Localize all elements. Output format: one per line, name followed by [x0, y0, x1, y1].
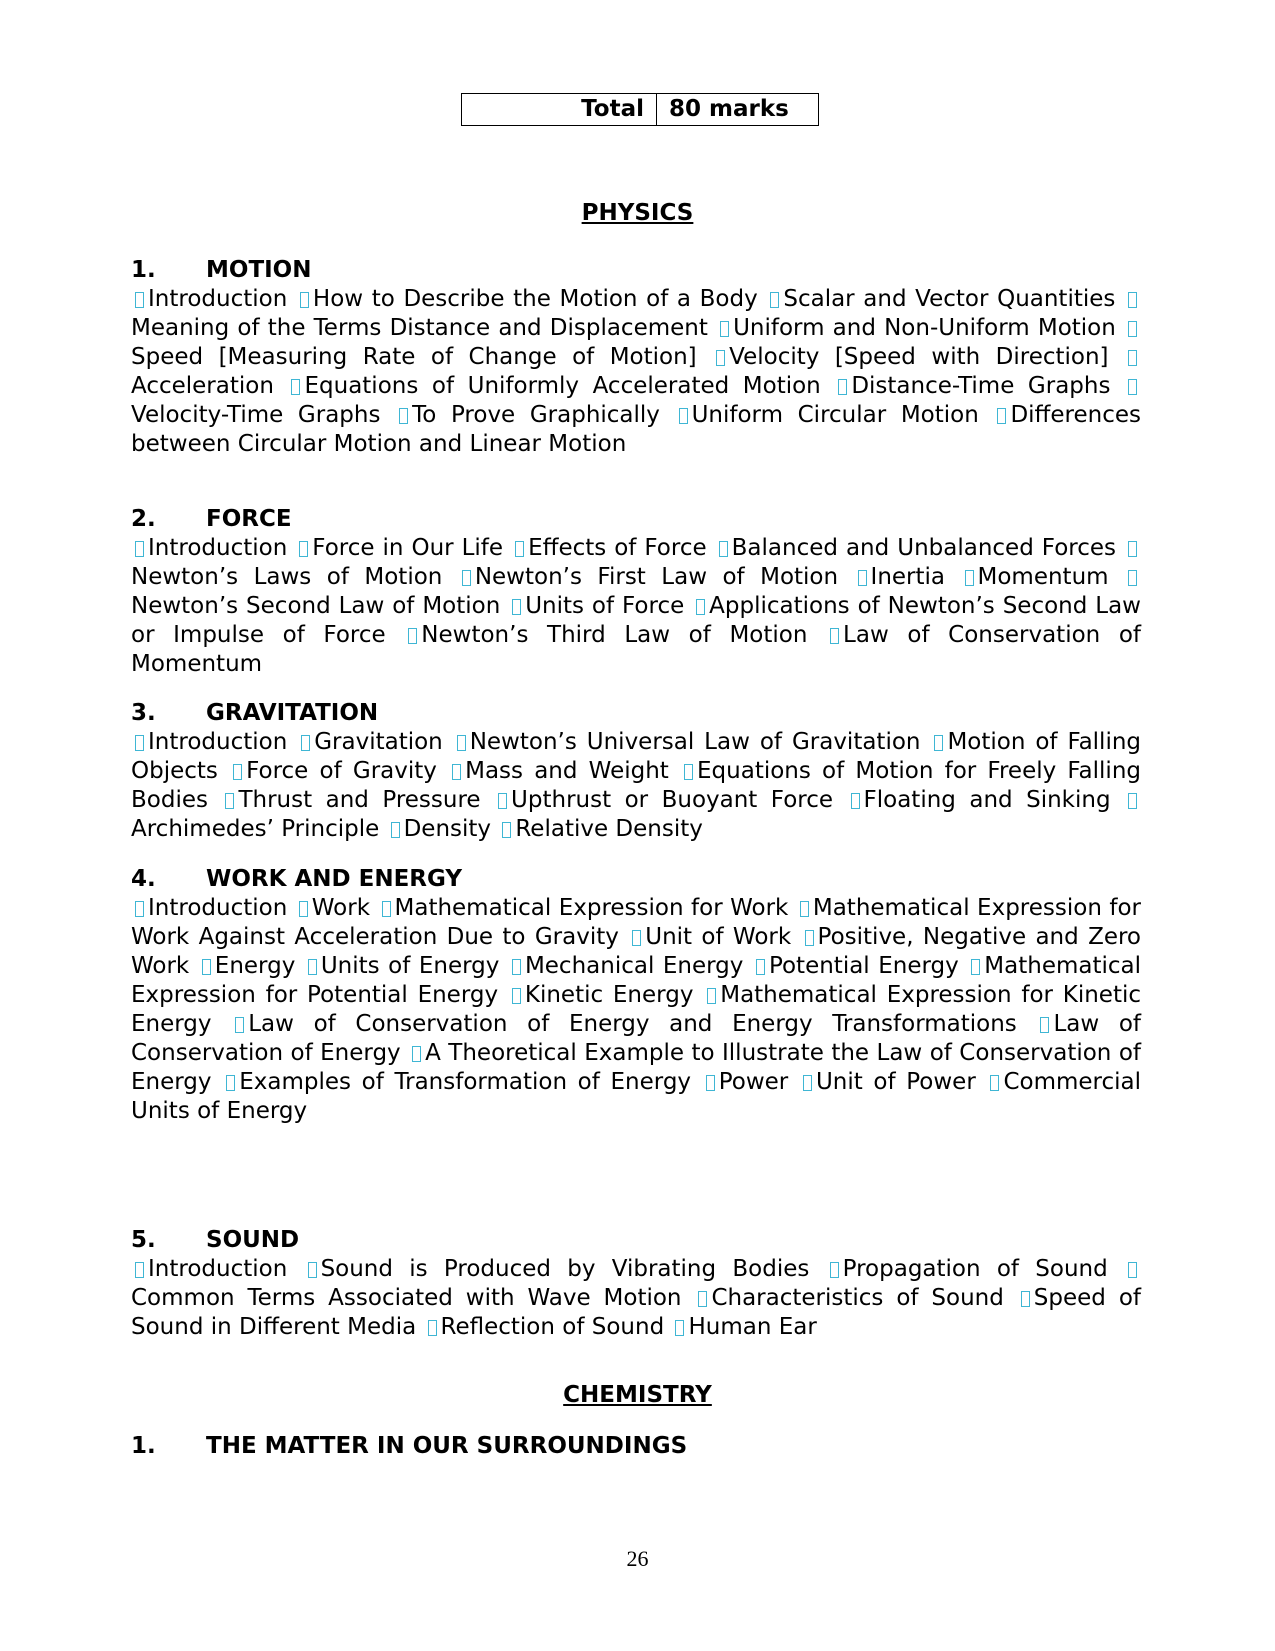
topic-item: Power	[718, 1069, 789, 1095]
topic-list	[131, 534, 1141, 679]
section-number: 1.	[131, 1433, 156, 1459]
bullet-box-icon	[805, 930, 814, 946]
bullet-box-icon	[512, 959, 521, 975]
topic-list	[131, 894, 1141, 1126]
bullet-box-icon	[382, 901, 391, 917]
topic-item: Effects of Force	[528, 535, 707, 561]
topic-item: Newton’s Universal Law of Gravitation	[469, 729, 921, 755]
topic-item: Acceleration	[131, 373, 274, 399]
bullet-box-icon	[1128, 570, 1137, 586]
section-name: WORK AND ENERGY	[206, 866, 463, 892]
topic-item: Kinetic Energy	[524, 982, 694, 1008]
topic-item: Mathematical Expression for Potential Energy	[131, 953, 1142, 1008]
bullet-box-icon	[851, 793, 860, 809]
bullet-box-icon	[457, 735, 466, 751]
section-title	[131, 256, 1141, 285]
topic-item: Propagation of Sound	[842, 1256, 1108, 1282]
section-number: 1.	[131, 257, 156, 283]
topic-item: Common Terms Associated with Wave Motion	[131, 1285, 682, 1311]
bullet-box-icon	[990, 1075, 999, 1091]
topic-item: Units of Energy	[320, 953, 500, 979]
topic-item: Scalar and Vector Quantities	[783, 286, 1116, 312]
topic-item: Introduction	[148, 1256, 288, 1282]
topic-item: Velocity [Speed with Direction]	[729, 344, 1109, 370]
topic-item: A Theoretical Example to Illustrate the Law of Conservation of Energy	[131, 1040, 1141, 1095]
topic-item: Potential Energy	[768, 953, 959, 979]
bullet-box-icon	[997, 408, 1006, 424]
bullet-box-icon	[498, 793, 507, 809]
topic-item: Thrust and Pressure	[238, 787, 481, 813]
topic-item: Examples of Transformation of Energy	[239, 1069, 692, 1095]
bullet-box-icon	[233, 764, 242, 780]
bullet-box-icon	[675, 1320, 684, 1336]
bullet-box-icon	[291, 379, 300, 395]
bullet-box-icon	[1128, 1262, 1137, 1278]
bullet-box-icon	[1040, 1017, 1049, 1033]
topic-list	[131, 728, 1141, 844]
topic-item: Velocity-Time Graphs	[131, 402, 381, 428]
bullet-box-icon	[971, 959, 980, 975]
physics-heading: PHYSICS	[581, 200, 694, 226]
topic-item: Unit of Work	[645, 924, 792, 950]
topic-item: Archimedes’ Principle	[131, 816, 380, 842]
topic-item: Introduction	[148, 895, 288, 921]
bullet-box-icon	[299, 541, 308, 557]
topic-item: Units of Force	[525, 593, 685, 619]
bullet-box-icon	[1128, 350, 1137, 366]
topic-item: Work	[311, 895, 371, 921]
topic-list	[131, 1255, 1141, 1342]
section-title	[131, 1226, 1141, 1255]
bullet-box-icon	[1128, 793, 1137, 809]
topic-item: Uniform and Non-Uniform Motion	[733, 315, 1116, 341]
bullet-box-icon	[235, 1017, 244, 1033]
chemistry-section	[131, 1432, 1141, 1461]
topic-list	[131, 285, 1141, 459]
total-marks-table	[461, 93, 819, 126]
section-name: SOUND	[206, 1227, 300, 1253]
topic-item: Uniform Circular Motion	[691, 402, 979, 428]
topic-item: Relative Density	[515, 816, 703, 842]
topic-item: Positive, Negative and Zero Work	[131, 924, 1142, 979]
bullet-box-icon	[391, 822, 400, 838]
bullet-box-icon	[399, 408, 408, 424]
section-number: 2.	[131, 506, 156, 532]
topic-item: Sound is Produced by Vibrating Bodies	[320, 1256, 810, 1282]
topic-item: Force of Gravity	[246, 758, 437, 784]
bullet-box-icon	[696, 599, 705, 615]
bullet-box-icon	[308, 959, 317, 975]
topic-item: Law of Conservation of Energy and Energy Transformations	[248, 1011, 1017, 1037]
physics-section	[131, 256, 1141, 459]
bullet-box-icon	[803, 1075, 812, 1091]
total-value: 80 marks	[657, 94, 819, 126]
physics-section	[131, 505, 1141, 679]
bullet-box-icon	[1128, 379, 1137, 395]
topic-item: Law of Conservation of Momentum	[131, 622, 1142, 677]
bullet-box-icon	[1128, 292, 1137, 308]
bullet-box-icon	[1128, 541, 1137, 557]
topic-item: Energy	[214, 953, 296, 979]
bullet-box-icon	[720, 321, 729, 337]
topic-item: Human Ear	[688, 1314, 817, 1340]
topic-item: Applications of Newton’s Second Law or Impulse of Force	[131, 593, 1141, 648]
section-name: GRAVITATION	[206, 700, 379, 726]
section-number: 4.	[131, 866, 156, 892]
topic-item: Characteristics of Sound	[711, 1285, 1004, 1311]
physics-section	[131, 865, 1141, 1126]
page-number: 26	[626, 1546, 649, 1571]
topic-item: Speed [Measuring Rate of Change of Motion]	[131, 344, 697, 370]
topic-item: Meaning of the Terms Distance and Displacement	[131, 315, 708, 341]
bullet-box-icon	[225, 793, 234, 809]
topic-item: How to Describe the Motion of a Body	[312, 286, 758, 312]
chemistry-heading: CHEMISTRY	[563, 1382, 712, 1408]
topic-item: Mass and Weight	[465, 758, 669, 784]
bullet-box-icon	[226, 1075, 235, 1091]
topic-item: Newton’s First Law of Motion	[474, 564, 839, 590]
section-title	[131, 1432, 1141, 1461]
bullet-box-icon	[707, 988, 716, 1004]
topic-item: Upthrust or Buoyant Force	[511, 787, 834, 813]
topic-item: Introduction	[148, 286, 288, 312]
bullet-box-icon	[135, 541, 144, 557]
section-title	[131, 865, 1141, 894]
topic-item: Motion of Falling Objects	[131, 729, 1142, 784]
topic-item: Reflection of Sound	[440, 1314, 665, 1340]
topic-item: Force in Our Life	[312, 535, 504, 561]
topic-item: Newton’s Second Law of Motion	[131, 593, 501, 619]
bullet-box-icon	[300, 292, 309, 308]
topic-item: To Prove Graphically	[412, 402, 660, 428]
topic-item: Differences between Circular Motion and Linear Motion	[131, 402, 1142, 457]
bullet-box-icon	[632, 930, 641, 946]
section-number: 5.	[131, 1227, 156, 1253]
bullet-box-icon	[412, 1046, 421, 1062]
bullet-box-icon	[135, 1262, 144, 1278]
topic-item: Unit of Power	[815, 1069, 976, 1095]
bullet-box-icon	[706, 1075, 715, 1091]
bullet-box-icon	[452, 764, 461, 780]
bullet-box-icon	[512, 599, 521, 615]
bullet-box-icon	[299, 901, 308, 917]
bullet-box-icon	[1021, 1291, 1030, 1307]
topic-item: Law of Conservation of Energy	[131, 1011, 1142, 1066]
topic-item: Floating and Sinking	[863, 787, 1111, 813]
topic-item: Inertia	[870, 564, 946, 590]
bullet-box-icon	[756, 959, 765, 975]
bullet-box-icon	[512, 988, 521, 1004]
bullet-box-icon	[965, 570, 974, 586]
bullet-box-icon	[515, 541, 524, 557]
topic-item: Density	[403, 816, 492, 842]
physics-section	[131, 1226, 1141, 1342]
topic-item: Commercial Units of Energy	[131, 1069, 1142, 1124]
bullet-box-icon	[462, 570, 471, 586]
section-title	[131, 699, 1141, 728]
bullet-box-icon	[684, 764, 693, 780]
bullet-box-icon	[679, 408, 688, 424]
bullet-box-icon	[698, 1291, 707, 1307]
section-name: MOTION	[206, 257, 312, 283]
bullet-box-icon	[301, 735, 310, 751]
bullet-box-icon	[1128, 321, 1137, 337]
topic-item: Mathematical Expression for Kinetic Energy	[131, 982, 1141, 1037]
bullet-box-icon	[135, 292, 144, 308]
topic-item: Introduction	[148, 729, 288, 755]
bullet-box-icon	[135, 735, 144, 751]
bullet-box-icon	[308, 1262, 317, 1278]
topic-item: Introduction	[148, 535, 288, 561]
topic-item: Mathematical Expression for Work Against Acceleration Due to Gravity	[131, 895, 1142, 950]
bullet-box-icon	[408, 628, 417, 644]
bullet-box-icon	[800, 901, 809, 917]
bullet-box-icon	[830, 628, 839, 644]
bullet-box-icon	[202, 959, 211, 975]
topic-item: Distance-Time Graphs	[851, 373, 1111, 399]
physics-section	[131, 699, 1141, 844]
topic-item: Equations of Uniformly Accelerated Motion	[304, 373, 821, 399]
total-label: Total	[462, 94, 657, 126]
topic-item: Mechanical Energy	[524, 953, 744, 979]
bullet-box-icon	[502, 822, 511, 838]
section-name: FORCE	[206, 506, 292, 532]
topic-item: Equations of Motion for Freely Falling Bodies	[131, 758, 1141, 813]
bullet-box-icon	[716, 350, 725, 366]
section-title	[131, 505, 1141, 534]
bullet-box-icon	[428, 1320, 437, 1336]
topic-item: Balanced and Unbalanced Forces	[731, 535, 1117, 561]
topic-item: Momentum	[977, 564, 1109, 590]
topic-item: Newton’s Third Law of Motion	[421, 622, 808, 648]
section-number: 3.	[131, 700, 156, 726]
topic-item: Speed of Sound in Different Media	[131, 1285, 1141, 1340]
bullet-box-icon	[719, 541, 728, 557]
section-name: THE MATTER IN OUR SURROUNDINGS	[206, 1433, 688, 1459]
bullet-box-icon	[770, 292, 779, 308]
topic-item: Gravitation	[314, 729, 443, 755]
bullet-box-icon	[934, 735, 943, 751]
topic-item: Newton’s Laws of Motion	[131, 564, 443, 590]
bullet-box-icon	[135, 901, 144, 917]
bullet-box-icon	[838, 379, 847, 395]
bullet-box-icon	[858, 570, 867, 586]
bullet-box-icon	[830, 1262, 839, 1278]
topic-item: Mathematical Expression for Work	[394, 895, 789, 921]
